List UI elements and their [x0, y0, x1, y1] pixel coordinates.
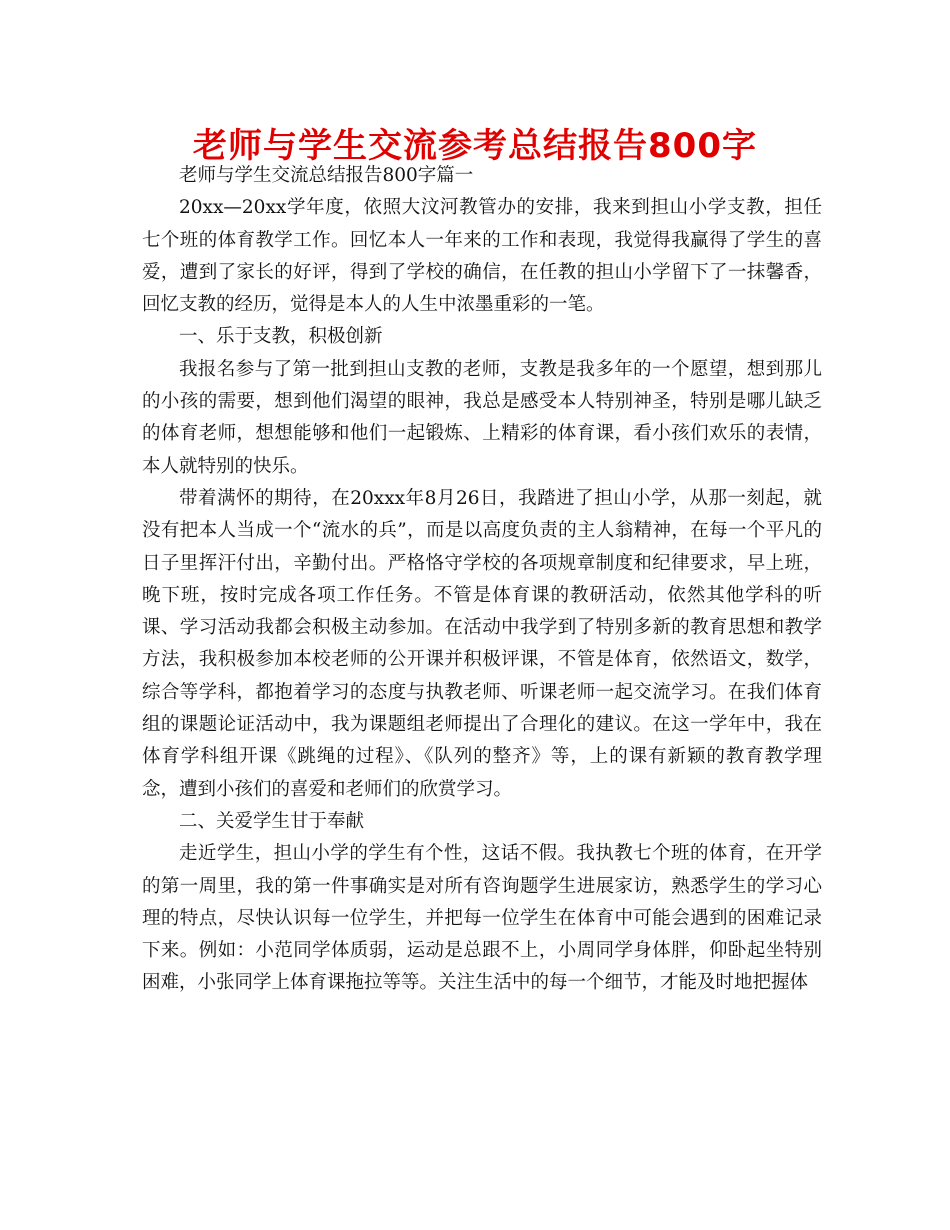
- document-body: [142, 160, 822, 1000]
- body-paragraph: 带着满怀的期待，在20xxx年8月26日，我踏进了担山小学，从那一刻起，就没有把本人当成一个“流水的兵”，而是以高度负责的主人翁精神，在每一个平凡的日子里挥汗付出，辛勤付出。严格恪守学校的各项规章制度和纪律要求，早上班，晚下班，按时完成各项工作任务。不管是体育课的教研活动，依然其他学科的听课、学习活动我都会积极主动参加。在活动中我学到了特别多新的教育思想和教学方法，我积极参加本校老师的公开课并积极评课，不管是体育，依然语文，数学，综合等学科，都抱着学习的态度与执教老师、听课老师一起交流学习。在我们体育组的课题论证活动中，我为课题组老师提出了合理化的建议。在这一学年中，我在体育学科组开课《跳绳的过程》、《队列的整齐》等，上的课有新颖的教育教学理念，遭到小孩们的喜爱和老师们的欣赏学习。: [142, 487, 822, 800]
- body-paragraph: 走近学生，担山小学的学生有个性，这话不假。我执教七个班的体育，在开学的第一周里，我的第一件事确实是对所有咨询题学生进展家访，熟悉学生的学习心理的特点，尽快认识每一位学生，并把每一位学生在体育中可能会遇到的困难记录下来。例如：小范同学体质弱，运动是总跟不上，小周同学身体胖，仰卧起坐特别困难，小张同学上体育课拖拉等等。关注生活中的每一个细节，才能及时地把握体: [142, 843, 822, 994]
- body-paragraph: 我报名参与了第一批到担山支教的老师，支教是我多年的一个愿望，想到那儿的小孩的需要，想到他们渴望的眼神，我总是感受本人特别神圣，特别是哪儿缺乏的体育老师，想想能够和他们一起锻炼、上精彩的体育课，看小孩们欢乐的表情，本人就特别的快乐。: [142, 358, 822, 477]
- section-heading: 一、乐于支教，积极创新: [179, 326, 383, 348]
- subtitle-paragraph: 老师与学生交流总结报告800字篇一: [179, 165, 474, 186]
- body-paragraph: 20xx—20xx学年度，依照大汶河教管办的安排，我来到担山小学支教，担任七个班的体育教学工作。回忆本人一年来的工作和表现，我觉得我赢得了学生的喜爱，遭到了家长的好评，得到了学校的确信，在任教的担山小学留下了一抹馨香，回忆支教的经历，觉得是本人的人生中浓墨重彩的一笔。: [142, 197, 822, 316]
- document-title: 老师与学生交流参考总结报告800字: [193, 126, 757, 166]
- section-heading: 二、关爱学生甘于奉献: [179, 810, 365, 832]
